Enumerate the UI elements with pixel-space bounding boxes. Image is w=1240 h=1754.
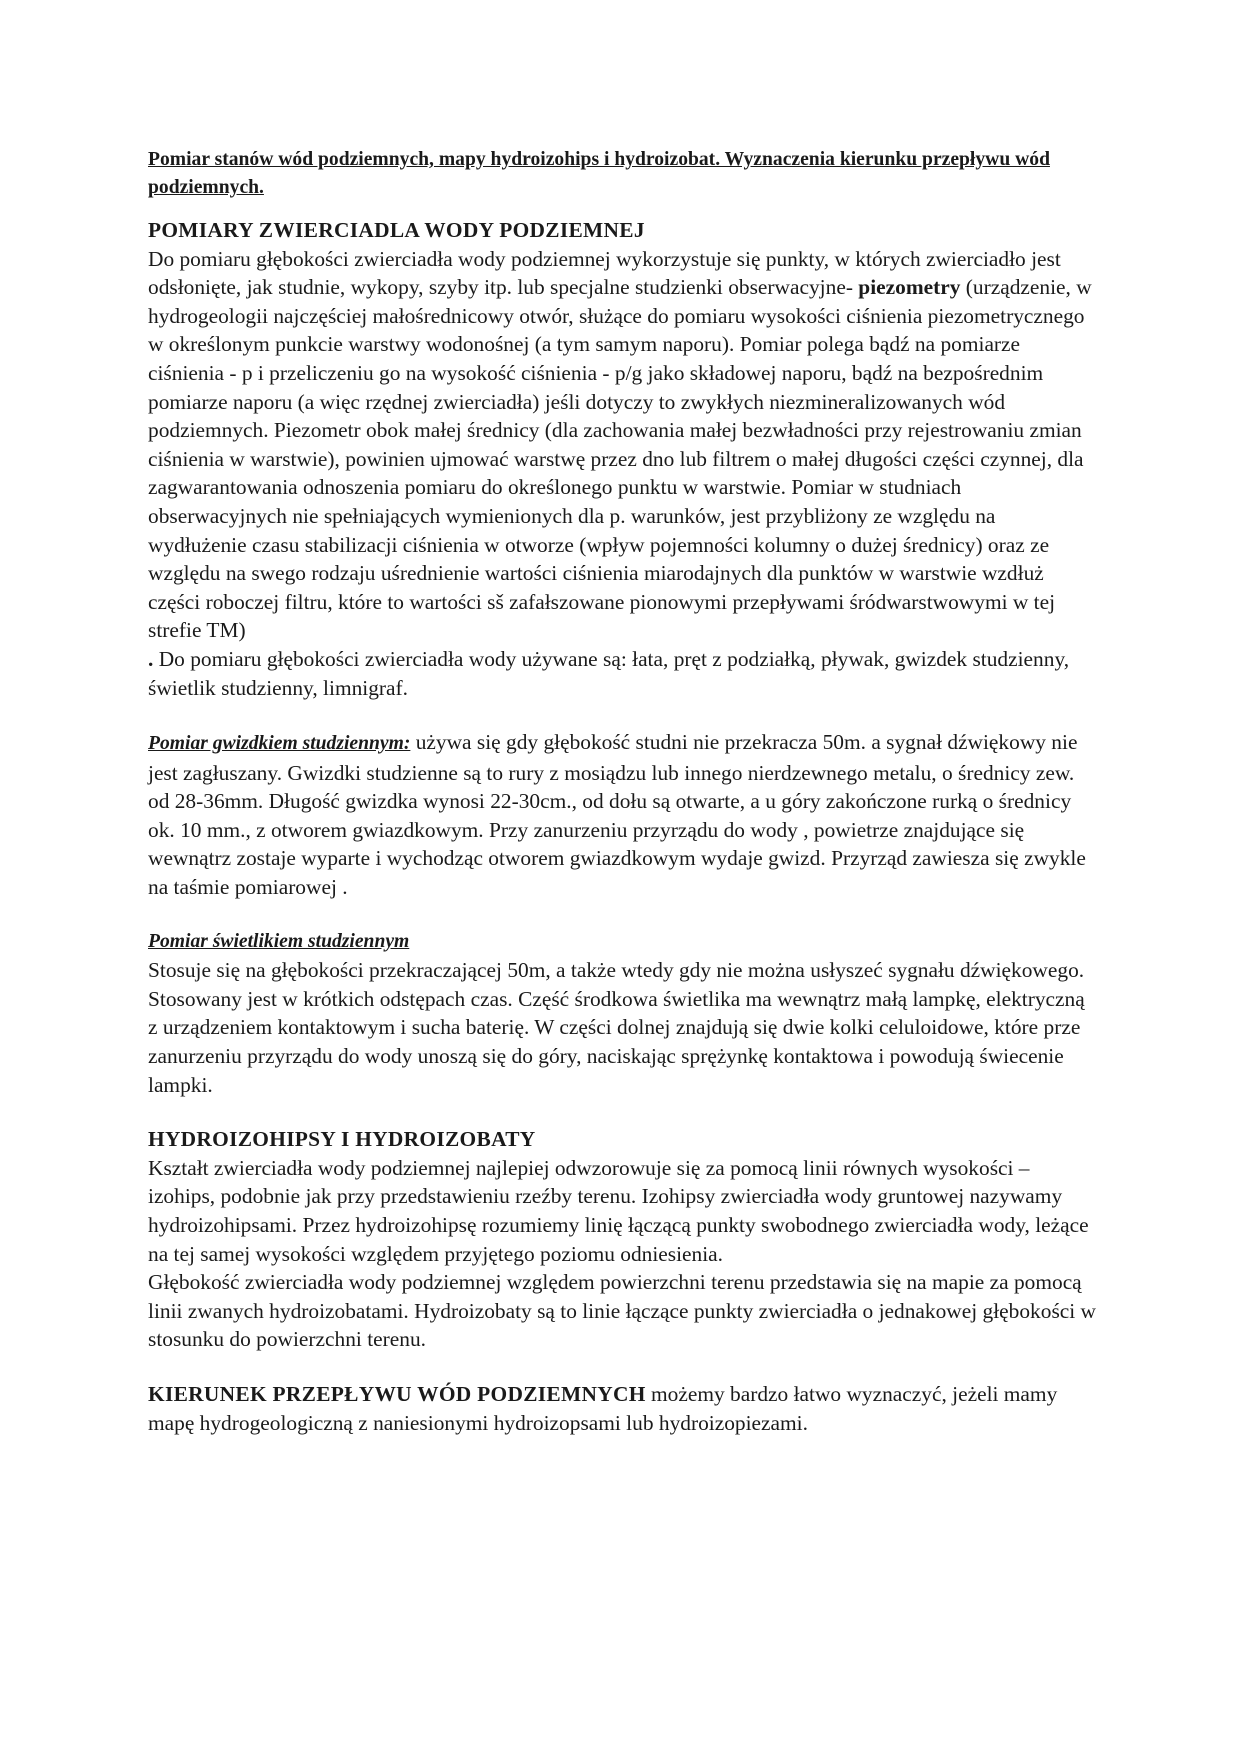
paragraph-text: Do pomiaru głębokości zwierciadła wody używane są: łata, pręt z podziałką, pływak, gwizdek studzienny, świetlik studzienny, limnigraf.	[148, 646, 1070, 700]
spacer	[148, 1099, 1098, 1125]
paragraph-text: używa się gdy głębokość studni nie przekracza 50m. a sygnał dźwiękowy nie jest zagłuszany. Gwizdki studzienne są to rury z mosiądzu lub innego nierdzewnego metalu, o średnicy zew. od 28-36mm. Długość gwizdka wynosi 22-30cm., od dołu są otwarte, a u góry zakończone rurką o średnicy ok. 10 mm., z otworem gwiazdkowym. Przy zanurzeniu przyrządu do wody , powietrze znajdujące się wewnątrz zostaje wyparte i wychodząc otworem gwiazdkowym wydaje gwizd. Przyrząd zawiesza się zwykle na taśmie pomiarowej .	[148, 730, 1086, 900]
section-heading-hydroisohypses: HYDROIZOHIPSY I HYDROIZOBATY	[148, 1127, 536, 1152]
section-heading-measurements: POMIARY ZWIERCIADLA WODY PODZIEMNEJ	[148, 218, 645, 242]
document-title: Pomiar stanów wód podziemnych, mapy hydroizohips i hydroizobat. Wyznaczenia kierunku przepływu wód podziemnych.	[148, 149, 1050, 198]
paragraph-whistle	[148, 728, 1098, 902]
paragraph-text: (urządzenie, w hydrogeologii najczęściej małośrednicowy otwór, służące do pomiaru wysokości ciśnienia piezometrycznego w określonym punkcie warstwy wodonośnej (a tym samym naporu). Pomiar polega bądź na pomiarze ciśnienia - p i przeliczeniu go na wysokość ciśnienia - p/g jako składowej naporu, bądź na bezpośrednim pomiarze naporu (a więc rzędnej zwierciadła) jeśli dotyczy to zwykłych niezmineralizowanych wód podziemnych. Piezometr obok małej średnicy (dla zachowania małej bezwładności przy rejestrowaniu zmian ciśnienia w warstwie), powinien ujmować warstwę przez dno lub filtrem o małej długości części czynnej, dla zagwarantowania odnoszenia pomiaru do określonego punktu w warstwie. Pomiar w studniach obserwacyjnych nie spełniających wymienionych dla p. warunków, jest przybliżony ze względu na wydłużenie czasu stabilizacji ciśnienia w otworze (wpływ pojemności kolumny o dużej średnicy) oraz ze względu na swego rodzaju uśrednienie wartości ciśnienia miarodajnych dla punktów w warstwie wzdłuż części roboczej filtru, które to wartości sš zafałszowane pionowymi przepływami śródwarstwowymi w tej strefie TM)	[148, 275, 1092, 643]
section-heading-flow: KIERUNEK PRZEPŁYWU WÓD PODZIEMNYCH	[148, 1381, 646, 1406]
paragraph-text: możemy bardzo łatwo wyznaczyć, jeżeli mamy mapę hydrogeologiczną z naniesionymi hydroizopsami lub hydroizopiezami.	[148, 1381, 1058, 1435]
spacer	[148, 1354, 1098, 1380]
subheading-whistle: Pomiar gwizdkiem studziennym:	[148, 733, 411, 755]
paragraph-instruments	[148, 645, 1098, 702]
document-page	[148, 146, 1098, 1437]
subheading-light: Pomiar świetlikiem studziennym	[148, 930, 410, 952]
paragraph-light: Stosuje się na głębokości przekraczającej 50m, a także wtedy gdy nie można usłyszeć sygnału dźwiękowego. Stosowany jest w krótkich odstępach czas. Część środkowa świetlika ma wewnątrz małą lampkę, elektryczną z urządzeniem kontaktowym i sucha baterię. W części dolnej znajdują się dwie kolki celuloidowe, które prze zanurzeniu przyrządu do wody unoszą się do góry, naciskając sprężynkę kontaktowa i powodują świecenie lampki.	[148, 958, 1085, 1097]
paragraph-flow-direction	[148, 1380, 1098, 1437]
spacer	[148, 702, 1098, 728]
spacer	[148, 202, 1098, 216]
paragraph-hydroisobaths: Głębokość zwierciadła wody podziemnej względem powierzchni terenu przedstawia się na mapie za pomocą linii zwanych hydroizobatami. Hydroizobaty są to linie łączące punkty zwierciadła o jednakowej głębokości w stosunku do powierzchni terenu.	[148, 1270, 1096, 1352]
spacer	[148, 902, 1098, 928]
paragraph-text: Do pomiaru głębokości zwierciadła wody podziemnej wykorzystuje się punkty, w których zwierciadło jest odsłonięte, jak studnie, wykopy, szyby itp. lub specjalne studzienki obserwacyjne-	[148, 246, 1061, 300]
term-piezometry: piezometry	[858, 275, 961, 300]
paragraph-hydroisohypses: Kształt zwierciadła wody podziemnej najlepiej odwzorowuje się za pomocą linii równych wysokości – izohips, podobnie jak przy przedstawieniu rzeźby terenu. Izohipsy zwierciadła wody gruntowej nazywamy hydroizohipsami. Przez hydroizohipsę rozumiemy linię łączącą punkty swobodnego zwierciadła wody, leżące na tej samej wysokości względem przyjętego poziomu odniesienia.	[148, 1155, 1089, 1266]
leading-dot: .	[148, 646, 154, 671]
paragraph-piezometers	[148, 245, 1098, 645]
